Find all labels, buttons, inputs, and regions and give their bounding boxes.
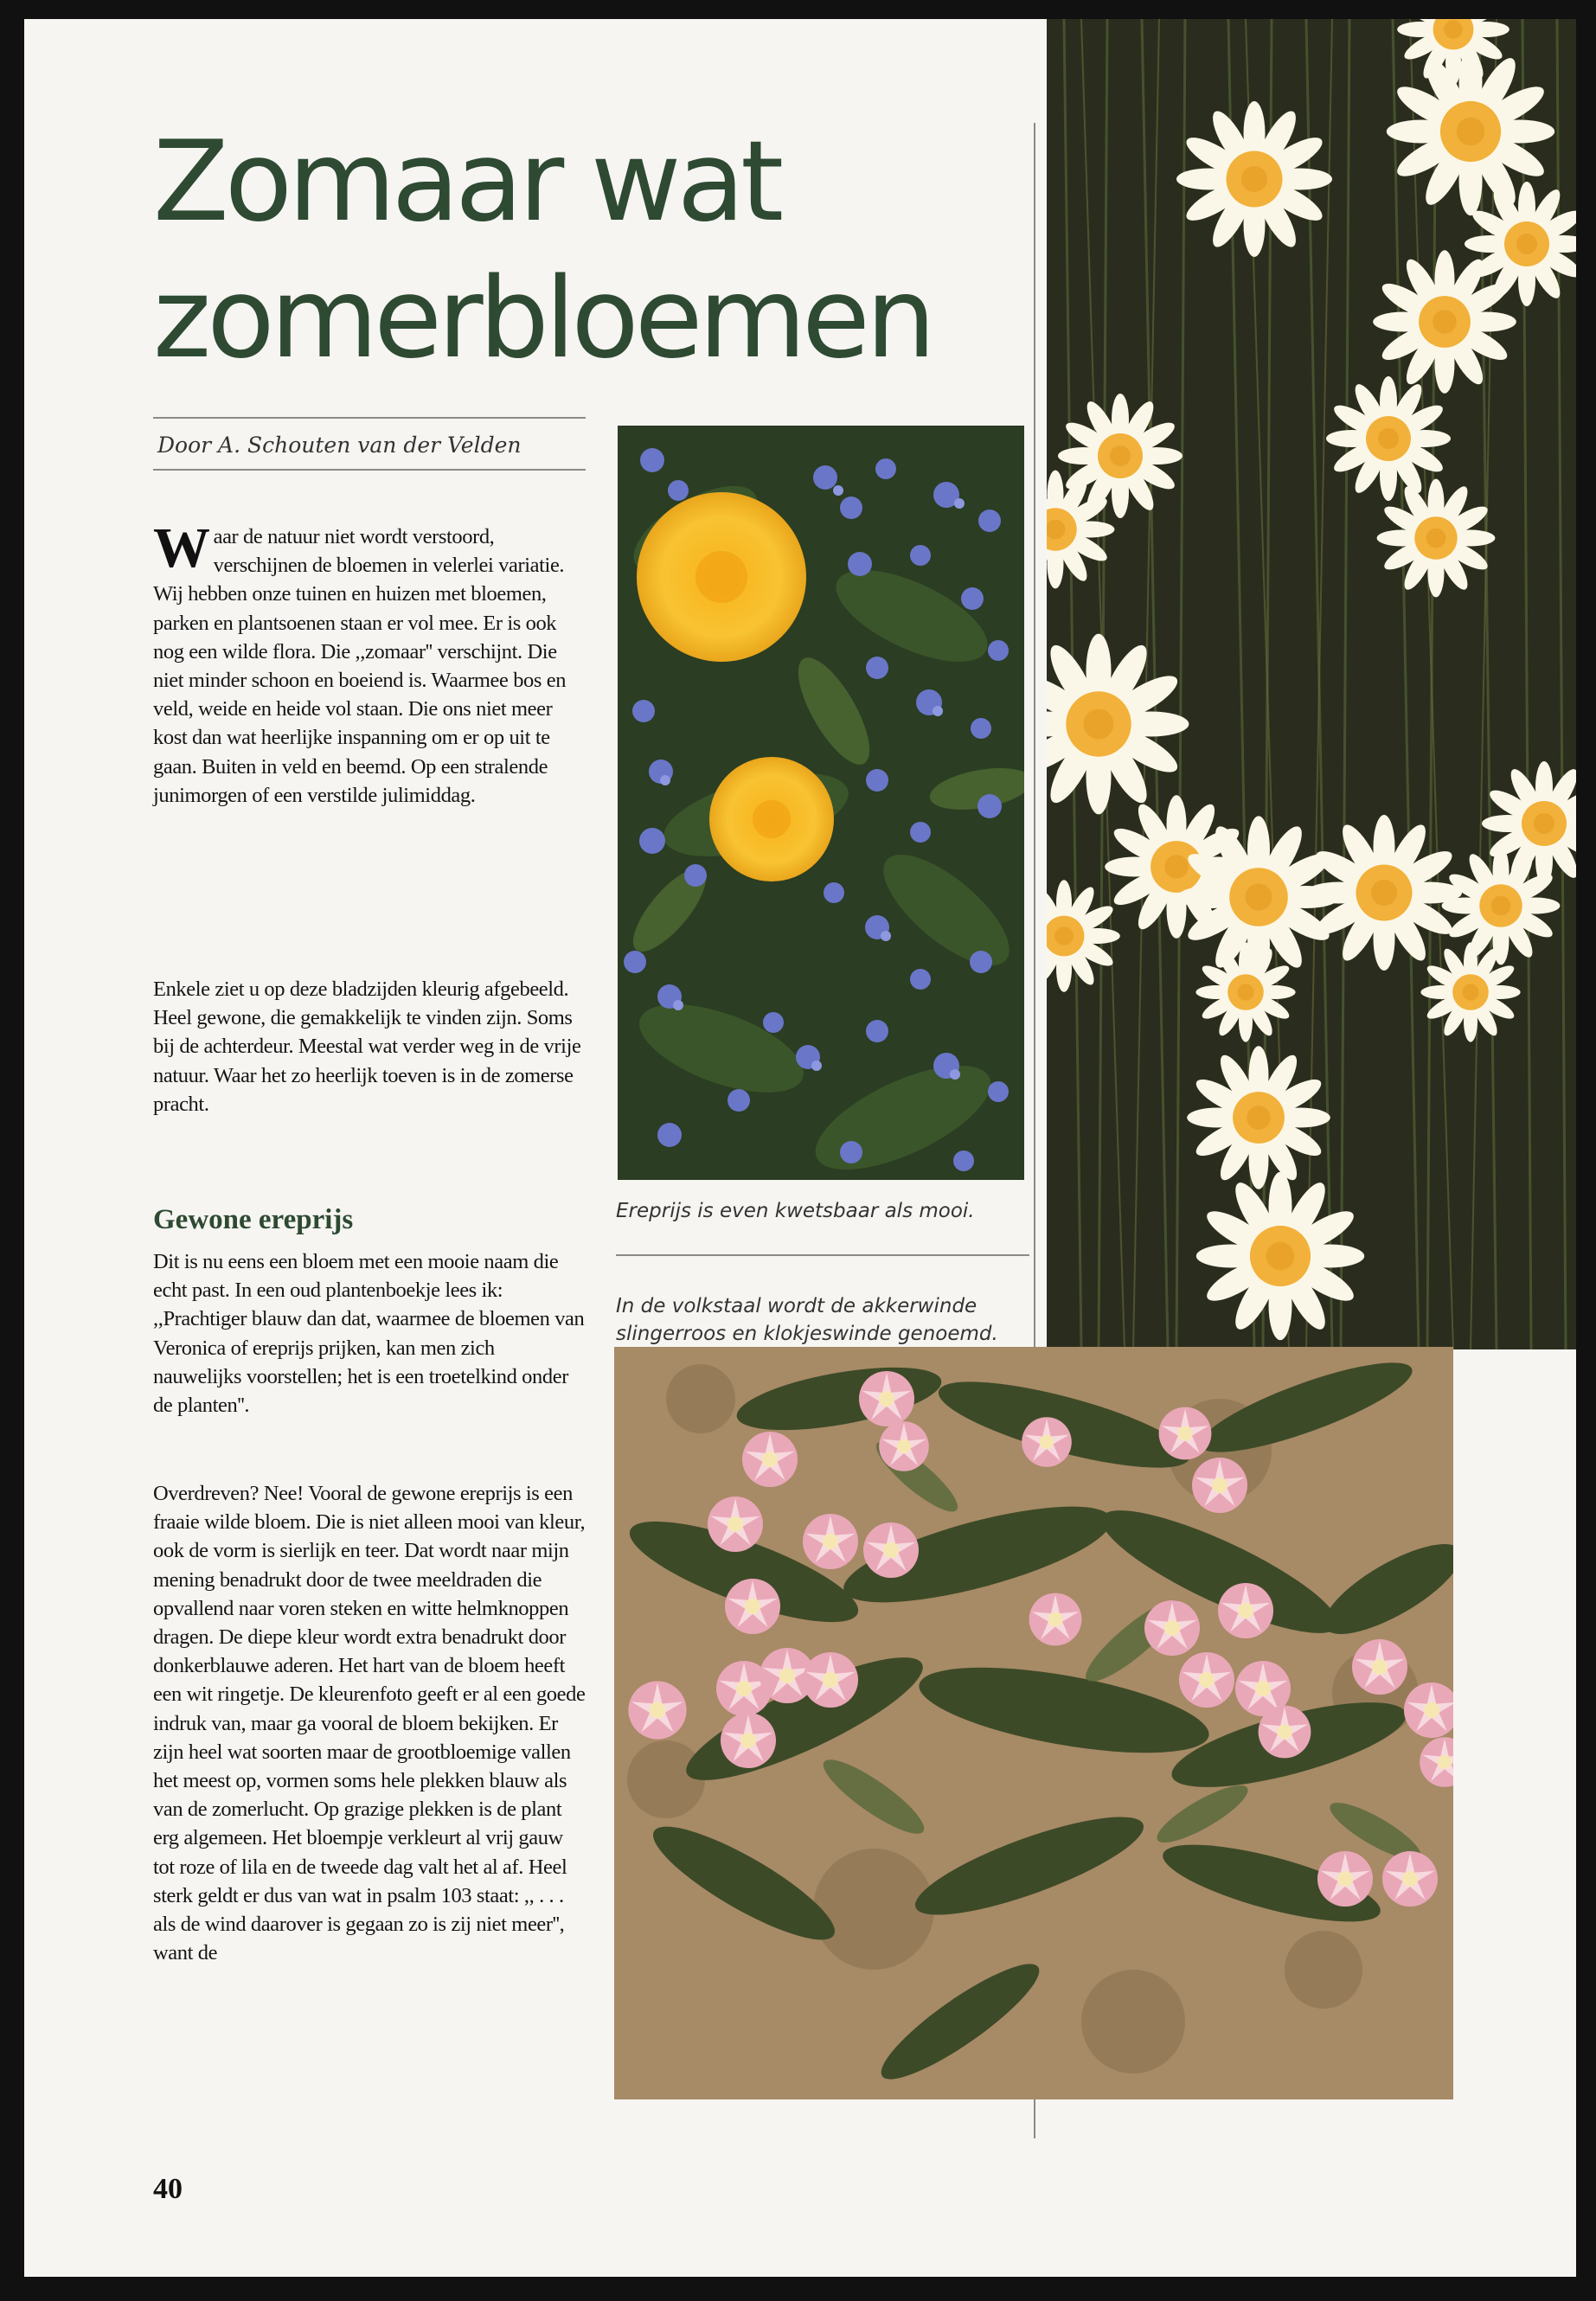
photo-margrieten — [1047, 19, 1576, 1349]
caption-rule — [616, 1254, 1029, 1256]
page-number: 40 — [153, 2173, 183, 2205]
magazine-page — [19, 19, 1576, 2277]
paragraph-3: Dit is nu eens een bloem met een mooie naam die echt past. In een oud plantenboekje lees ik: ,,Prachtiger blauw dan dat, waarmee de bloemen van Veronica of ereprijs prijken, kan men zich nauwelijks voorstellen; het is een troetelkind onder de planten''. — [153, 1250, 585, 1418]
drop-cap: W — [153, 516, 210, 580]
intro-text: aar de natuur niet wordt verstoord, verschijnen de bloemen in velerlei variatie. Wij hebben onze tuinen en huizen met bloemen, parken en plantsoenen staan er vol mee. Er is ook nog een wilde flora. Die ,,zomaar'' verschijnt. Die niet minder schoon en boeiend is. Waarmee bos en veld, weide en heide vol staan. Die ons niet meer kost dan wat heerlijke inspanning om er op uit te gaan. Buiten in veld en beemd. Op een stralende junimorgen of een verstilde julimiddag. — [153, 525, 567, 807]
paragraph-4: Overdreven? Nee! Vooral de gewone ereprijs is een fraaie wilde bloem. Die is niet alleen mooi van kleur, ook de vorm is sierlijk en teer. Dat wordt naar mijn mening benadrukt door de twee meeldraden die opvallend naar voren steken en witte helmknoppen dragen. De diepe kleur wordt extra benadrukt door donkerblauwe aderen. Het hart van de bloem heeft een wit ringetje. De kleurenfoto geeft er al een goede indruk van, maar ga vooral de bloem bekijken. Er zijn heel wat soorten maar de grootbloemige vallen het meest op, vormen soms hele plekken blauw als van de zomerlucht. Op grazige plekken is de plant erg algemeen. Het bloempje verkleurt al vrij gauw tot roze of lila en de tweede dag valt het al af. Heel sterk geldt er dus van wat in psalm 103 staat: ,, . . . als de wind daarover is gegaan zo is zij niet meer'', want de — [153, 1482, 586, 1965]
byline-rule-bottom — [153, 469, 586, 471]
byline: Door A. Schouten van der Velden — [157, 433, 522, 458]
article-title — [153, 114, 1018, 388]
scan-edge — [19, 19, 24, 2277]
caption-akkerwinde: In de volkstaal wordt de akkerwinde slingerroos en klokjeswinde genoemd. — [616, 1295, 998, 1345]
section-heading: Gewone ereprijs — [153, 1204, 354, 1235]
intro-paragraph — [153, 516, 586, 810]
byline-rule-top — [153, 417, 586, 419]
photo-ereprijs — [618, 426, 1024, 1180]
photo-akkerwinde — [614, 1347, 1453, 2099]
title-line-1: Zomaar wat — [153, 118, 780, 247]
paragraph-2: Enkele ziet u op deze bladzijden kleurig afgebeeld. Heel gewone, die gemakkelijk te vinden zijn. Soms bij de achterdeur. Meestal wat verder weg in de vrije natuur. Waar het zo heerlijk toeven is in de zomerse pracht. — [153, 977, 581, 1116]
caption-ereprijs: Ereprijs is even kwetsbaar als mooi. — [616, 1200, 975, 1222]
title-line-2: zomerbloemen — [153, 254, 932, 383]
